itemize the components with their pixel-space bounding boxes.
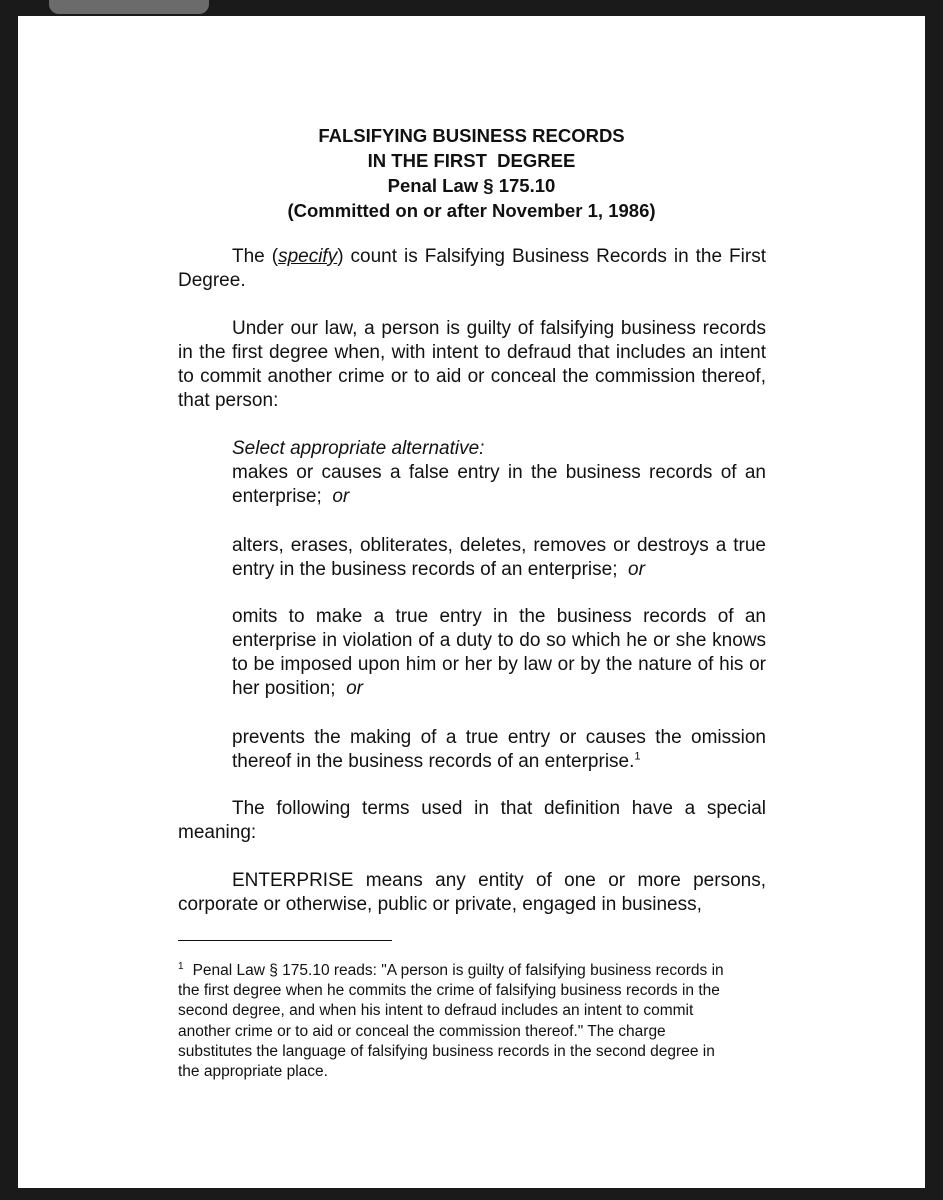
footnote-divider	[178, 940, 392, 941]
or-connector: or	[346, 678, 363, 699]
footnote-mark: 1	[178, 960, 184, 972]
alternative-3: omits to make a true entry in the business records of an enterprise in violation of a duty to do so which he or she knows to be imposed upon him or her by law or by the nature of his or her position; or	[232, 606, 766, 699]
document-heading	[18, 123, 925, 223]
heading-line-1: FALSIFYING BUSINESS RECORDS	[318, 125, 625, 146]
terms-intro-paragraph: The following terms used in that definition have a special meaning:	[178, 798, 766, 843]
window-tab-handle	[49, 0, 209, 14]
specify-placeholder: specify	[278, 246, 338, 267]
definition-paragraph: Under our law, a person is guilty of falsifying business records in the first degree when, with intent to defraud that includes an intent to commit another crime or to aid or conceal the commission thereof, that person:	[178, 318, 766, 411]
heading-line-4: (Committed on or after November 1, 1986)	[287, 200, 656, 221]
intro-paragraph: The (specify) count is Falsifying Business Records in the First Degree.	[178, 246, 766, 291]
alternative-4: prevents the making of a true entry or causes the omission thereof in the business records of an enterprise.$^1$	[232, 727, 766, 772]
footnote	[178, 961, 738, 1082]
or-connector: or	[628, 559, 645, 580]
footnote-reference: 1	[634, 750, 641, 763]
alternatives-label: Select appropriate alternative:	[232, 438, 485, 459]
enterprise-definition: ENTERPRISE means any entity of one or more persons, corporate or otherwise, public or private, engaged in business,	[178, 870, 766, 915]
heading-line-2: IN THE FIRST DEGREE	[367, 150, 576, 171]
footnote-text: Penal Law § 175.10 reads: "A person is guilty of falsifying business records in the first degree when he commits the crime of falsifying business records in the second degree, and when his intent to defraud includes an intent to commit another crime or to aid or conceal the commission thereof." The charge substitutes the language of falsifying business records in the second degree in the appropriate place.	[178, 962, 724, 1081]
heading-line-3: Penal Law § 175.10	[387, 175, 556, 196]
alternative-1: makes or causes a false entry in the business records of an enterprise; or	[232, 462, 766, 507]
alternative-2: alters, erases, obliterates, deletes, removes or destroys a true entry in the business records of an enterprise; or	[232, 535, 766, 580]
document-page	[18, 16, 925, 1188]
or-connector: or	[332, 486, 350, 507]
